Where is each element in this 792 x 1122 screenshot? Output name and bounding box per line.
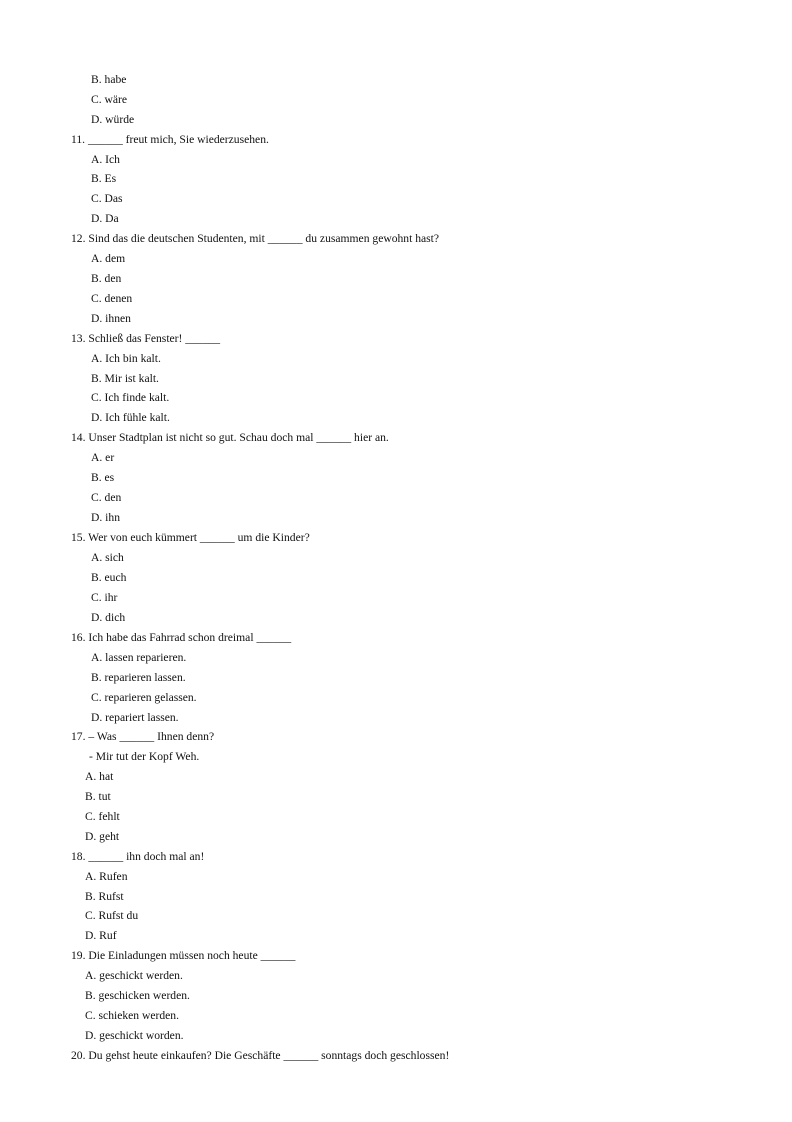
option-c-q15: C. ihr — [91, 591, 118, 604]
option-a-q17: A. hat — [85, 770, 114, 783]
question-15: 15. Wer von euch kümmert ______ um die Kinder? — [71, 531, 310, 544]
option-b-q19: B. geschicken werden. — [85, 989, 190, 1002]
option-b-q12: B. den — [91, 272, 122, 285]
option-c-q12: C. denen — [91, 292, 133, 305]
option-b-q17: B. tut — [85, 790, 111, 803]
option-b-q14: B. es — [91, 471, 115, 484]
option-d-q12: D. ihnen — [91, 312, 131, 325]
question-20: 20. Du gehst heute einkaufen? Die Geschäfte ______ sonntags doch geschlossen! — [71, 1049, 450, 1062]
option-a-q19: A. geschickt werden. — [85, 969, 183, 982]
question-14: 14. Unser Stadtplan ist nicht so gut. Schau doch mal ______ hier an. — [71, 431, 389, 444]
option-d-q17: D. geht — [85, 830, 120, 843]
option-c-q19: C. schieken werden. — [85, 1009, 180, 1022]
option-d-q15: D. dich — [91, 611, 126, 624]
option-d-q11: D. Da — [91, 212, 119, 225]
option-b-q10: B. habe — [91, 73, 127, 86]
option-a-q15: A. sich — [91, 551, 124, 564]
question-11: 11. ______ freut mich, Sie wiederzusehen. — [71, 133, 269, 146]
option-c-q17: C. fehlt — [85, 810, 120, 823]
question-17-reply: - Mir tut der Kopf Weh. — [89, 750, 200, 763]
question-17: 17. – Was ______ Ihnen denn? — [71, 730, 215, 743]
option-c-q10: C. wäre — [91, 93, 128, 106]
option-d-q13: D. Ich fühle kalt. — [91, 411, 170, 424]
option-a-q16: A. lassen reparieren. — [91, 651, 187, 664]
question-19: 19. Die Einladungen müssen noch heute ______ — [71, 949, 296, 962]
option-a-q11: A. Ich — [91, 153, 120, 166]
option-a-q12: A. dem — [91, 252, 126, 265]
question-12: 12. Sind das die deutschen Studenten, mit ______ du zusammen gewohnt hast? — [71, 232, 440, 245]
option-c-q18: C. Rufst du — [85, 909, 139, 922]
option-b-q11: B. Es — [91, 172, 117, 185]
option-c-q11: C. Das — [91, 192, 123, 205]
option-b-q18: B. Rufst — [85, 890, 124, 903]
option-d-q19: D. geschickt worden. — [85, 1029, 184, 1042]
option-d-q10: D. würde — [91, 113, 135, 126]
option-a-q18: A. Rufen — [85, 870, 128, 883]
question-18: 18. ______ ihn doch mal an! — [71, 850, 205, 863]
option-d-q14: D. ihn — [91, 511, 120, 524]
option-c-q14: C. den — [91, 491, 122, 504]
question-16: 16. Ich habe das Fahrrad schon dreimal ______ — [71, 631, 292, 644]
question-13: 13. Schließ das Fenster! ______ — [71, 332, 221, 345]
option-a-q13: A. Ich bin kalt. — [91, 352, 161, 365]
option-b-q13: B. Mir ist kalt. — [91, 372, 159, 385]
option-a-q14: A. er — [91, 451, 115, 464]
option-d-q16: D. repariert lassen. — [91, 711, 179, 724]
option-c-q13: C. Ich finde kalt. — [91, 391, 170, 404]
option-d-q18: D. Ruf — [85, 929, 117, 942]
option-b-q16: B. reparieren lassen. — [91, 671, 186, 684]
option-c-q16: C. reparieren gelassen. — [91, 691, 197, 704]
option-b-q15: B. euch — [91, 571, 127, 584]
